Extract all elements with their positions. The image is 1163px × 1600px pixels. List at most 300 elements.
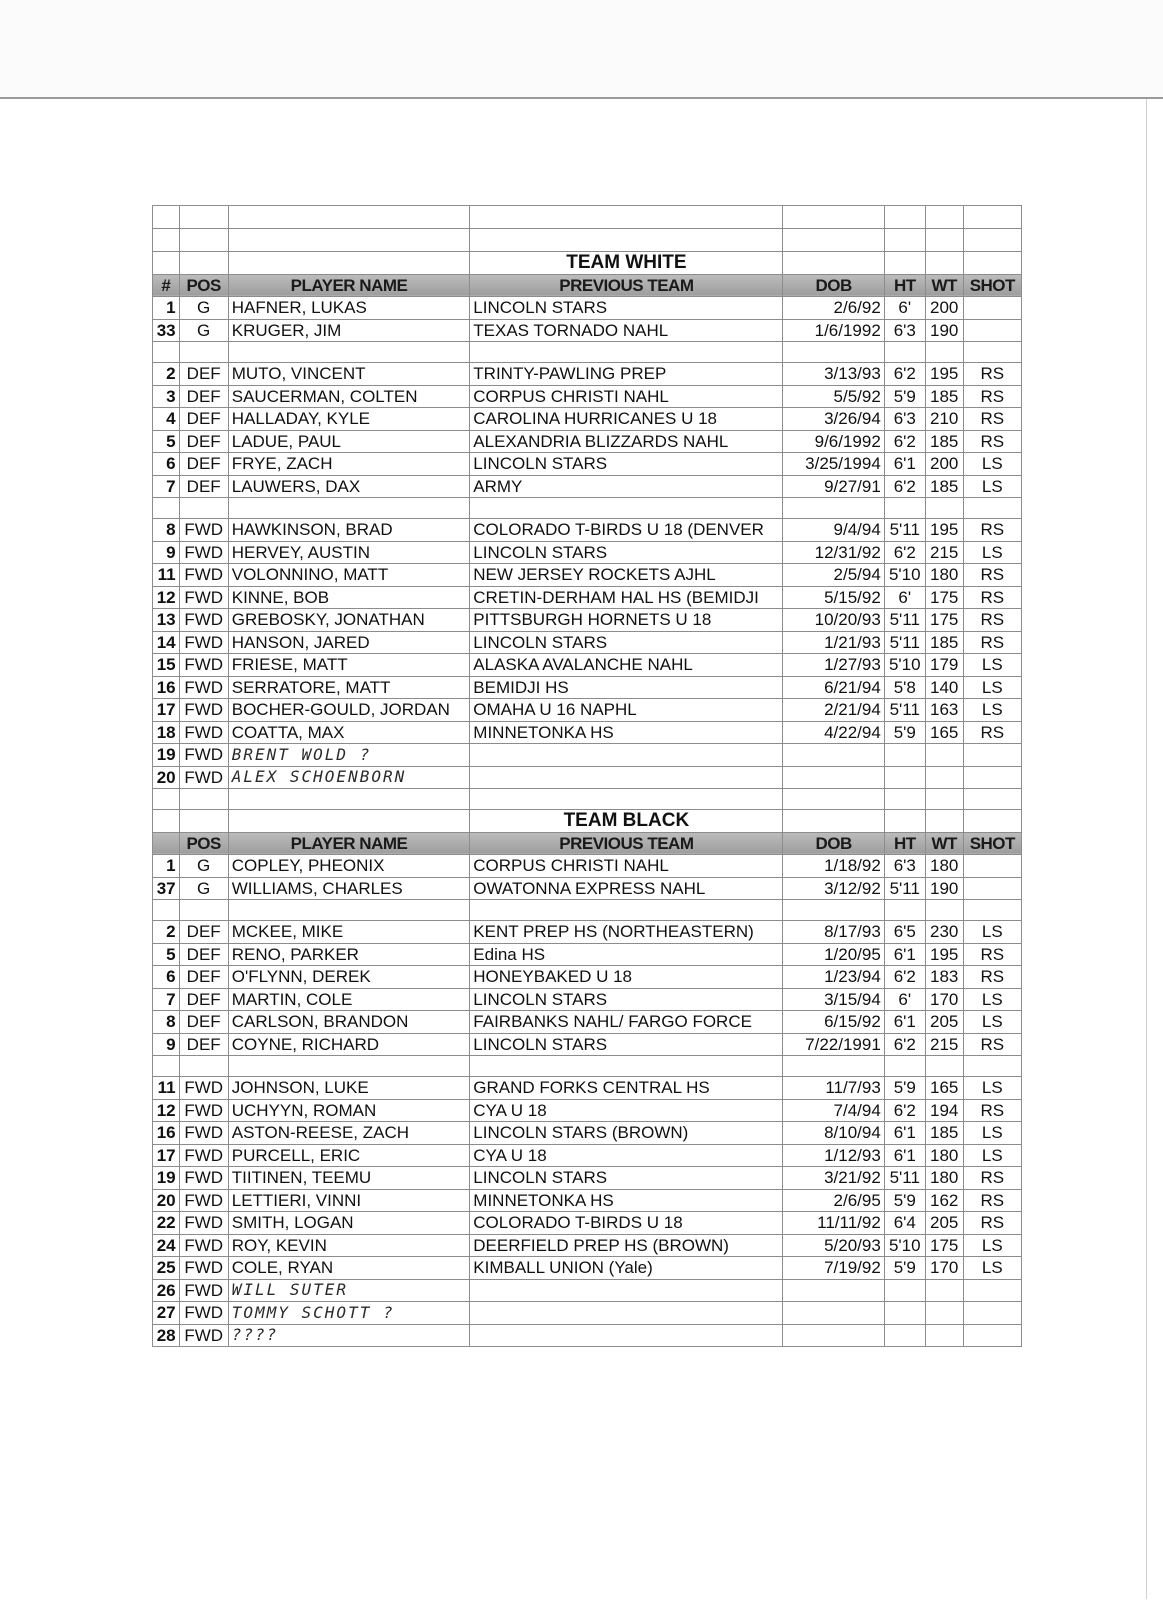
team-title-row (153, 810, 1022, 833)
player-shot: LS (963, 1122, 1021, 1145)
player-row (153, 1144, 1022, 1167)
empty-cell (228, 229, 470, 252)
player-wt: 194 (925, 1099, 963, 1122)
empty-cell (228, 342, 470, 363)
player-pos: G (179, 319, 228, 342)
player-shot: RS (963, 1033, 1021, 1056)
empty-cell (925, 900, 963, 921)
blank-row (153, 229, 1022, 252)
player-ht: 6'1 (884, 1011, 925, 1034)
player-name: COATTA, MAX (228, 721, 470, 744)
player-pos: FWD (179, 654, 228, 677)
player-num: 14 (153, 631, 180, 654)
player-num: 37 (153, 877, 180, 900)
empty-cell (783, 229, 884, 252)
player-row (153, 1077, 1022, 1100)
empty-cell (179, 229, 228, 252)
player-name: SAUCERMAN, COLTEN (228, 385, 470, 408)
player-wt: 205 (925, 1011, 963, 1034)
empty-cell (228, 498, 470, 519)
player-dob: 1/6/1992 (783, 319, 884, 342)
player-name: SMITH, LOGAN (228, 1212, 470, 1235)
player-num: 12 (153, 1099, 180, 1122)
player-ht: 6'2 (884, 1099, 925, 1122)
empty-cell (228, 789, 470, 810)
player-dob: 1/23/94 (783, 966, 884, 989)
header-team: PREVIOUS TEAM (470, 832, 783, 855)
player-team: LINCOLN STARS (470, 1167, 783, 1190)
empty-cell (783, 252, 884, 275)
player-name: MARTIN, COLE (228, 988, 470, 1011)
blank-row (153, 206, 1022, 229)
player-dob: 1/27/93 (783, 654, 884, 677)
player-row (153, 609, 1022, 632)
player-wt: 165 (925, 721, 963, 744)
player-shot (963, 1302, 1021, 1325)
player-wt: 175 (925, 1234, 963, 1257)
empty-cell (228, 206, 470, 229)
player-dob: 11/11/92 (783, 1212, 884, 1235)
spacer-row (153, 1056, 1022, 1077)
player-ht: 5'9 (884, 1257, 925, 1280)
player-name: LADUE, PAUL (228, 430, 470, 453)
player-pos: FWD (179, 1279, 228, 1302)
player-shot: RS (963, 408, 1021, 431)
player-row (153, 877, 1022, 900)
player-pos: FWD (179, 541, 228, 564)
player-dob: 5/15/92 (783, 586, 884, 609)
player-shot: LS (963, 1077, 1021, 1100)
empty-cell (153, 1056, 180, 1077)
player-shot: RS (963, 385, 1021, 408)
player-team (470, 1324, 783, 1347)
empty-cell (925, 498, 963, 519)
player-pos: FWD (179, 1324, 228, 1347)
player-row (153, 721, 1022, 744)
player-wt: 162 (925, 1189, 963, 1212)
player-pos: FWD (179, 744, 228, 767)
player-shot: RS (963, 609, 1021, 632)
player-dob: 7/22/1991 (783, 1033, 884, 1056)
empty-cell (925, 229, 963, 252)
player-row (153, 430, 1022, 453)
player-ht (884, 1302, 925, 1325)
player-ht: 5'11 (884, 1167, 925, 1190)
player-team: PITTSBURGH HORNETS U 18 (470, 609, 783, 632)
player-ht: 6'4 (884, 1212, 925, 1235)
empty-cell (783, 1056, 884, 1077)
player-num: 20 (153, 1189, 180, 1212)
team-title: TEAM BLACK (470, 810, 783, 833)
player-wt (925, 744, 963, 767)
player-ht: 5'11 (884, 519, 925, 542)
player-row (153, 988, 1022, 1011)
player-dob: 9/4/94 (783, 519, 884, 542)
player-num: 2 (153, 363, 180, 386)
player-dob: 6/21/94 (783, 676, 884, 699)
player-dob: 5/5/92 (783, 385, 884, 408)
header-name: PLAYER NAME (228, 832, 470, 855)
column-header-row (153, 274, 1022, 297)
empty-cell (470, 342, 783, 363)
empty-cell (884, 789, 925, 810)
player-name: FRYE, ZACH (228, 453, 470, 476)
player-shot: LS (963, 676, 1021, 699)
player-pos: FWD (179, 1077, 228, 1100)
player-row (153, 654, 1022, 677)
player-shot: LS (963, 1144, 1021, 1167)
player-ht: 6'1 (884, 1144, 925, 1167)
player-num: 28 (153, 1324, 180, 1347)
player-num: 12 (153, 586, 180, 609)
player-row (153, 408, 1022, 431)
player-dob: 3/26/94 (783, 408, 884, 431)
empty-cell (470, 206, 783, 229)
player-name: FRIESE, MATT (228, 654, 470, 677)
player-team: CYA U 18 (470, 1144, 783, 1167)
empty-cell (153, 900, 180, 921)
empty-cell (179, 789, 228, 810)
player-team: CAROLINA HURRICANES U 18 (470, 408, 783, 431)
player-team: Edina HS (470, 943, 783, 966)
player-pos: DEF (179, 385, 228, 408)
player-num: 8 (153, 519, 180, 542)
player-shot: LS (963, 1257, 1021, 1280)
player-pos: FWD (179, 609, 228, 632)
player-dob: 3/25/1994 (783, 453, 884, 476)
empty-cell (470, 1056, 783, 1077)
player-ht: 6'1 (884, 943, 925, 966)
player-pos: FWD (179, 564, 228, 587)
player-ht (884, 766, 925, 789)
player-name: KINNE, BOB (228, 586, 470, 609)
player-name: MUTO, VINCENT (228, 363, 470, 386)
empty-cell (783, 206, 884, 229)
player-team: OMAHA U 16 NAPHL (470, 699, 783, 722)
player-shot: RS (963, 1099, 1021, 1122)
player-dob: 12/31/92 (783, 541, 884, 564)
player-wt: 180 (925, 1144, 963, 1167)
player-name: HAFNER, LUKAS (228, 297, 470, 320)
player-num: 17 (153, 1144, 180, 1167)
player-name: SERRATORE, MATT (228, 676, 470, 699)
player-row (153, 519, 1022, 542)
player-name: BRENT WOLD ? (228, 744, 470, 767)
player-pos: G (179, 877, 228, 900)
player-team (470, 1279, 783, 1302)
player-name: O'FLYNN, DEREK (228, 966, 470, 989)
player-shot: LS (963, 1234, 1021, 1257)
player-shot: RS (963, 564, 1021, 587)
player-ht: 5'11 (884, 699, 925, 722)
empty-cell (925, 810, 963, 833)
previous-page-edge (0, 0, 1163, 99)
empty-cell (884, 229, 925, 252)
player-dob: 9/27/91 (783, 475, 884, 498)
player-dob: 8/17/93 (783, 921, 884, 944)
player-row (153, 744, 1022, 767)
empty-cell (153, 206, 180, 229)
player-ht: 5'9 (884, 385, 925, 408)
empty-cell (179, 498, 228, 519)
player-wt: 163 (925, 699, 963, 722)
player-shot: LS (963, 1011, 1021, 1034)
empty-cell (153, 810, 180, 833)
player-dob: 5/20/93 (783, 1234, 884, 1257)
player-row (153, 1189, 1022, 1212)
empty-cell (783, 810, 884, 833)
player-pos: DEF (179, 363, 228, 386)
player-row (153, 855, 1022, 878)
player-num: 2 (153, 921, 180, 944)
player-pos: FWD (179, 1099, 228, 1122)
empty-cell (963, 1056, 1021, 1077)
player-pos: FWD (179, 699, 228, 722)
player-dob: 4/22/94 (783, 721, 884, 744)
player-team: LINCOLN STARS (470, 297, 783, 320)
empty-cell (963, 789, 1021, 810)
player-dob (783, 1324, 884, 1347)
player-dob (783, 1279, 884, 1302)
player-num: 25 (153, 1257, 180, 1280)
player-wt: 205 (925, 1212, 963, 1235)
roster-table (152, 205, 1022, 1347)
player-pos: FWD (179, 1144, 228, 1167)
player-shot (963, 1279, 1021, 1302)
player-wt: 210 (925, 408, 963, 431)
empty-cell (783, 789, 884, 810)
player-team: LINCOLN STARS (BROWN) (470, 1122, 783, 1145)
player-ht: 6'3 (884, 319, 925, 342)
player-pos: G (179, 855, 228, 878)
player-ht: 6'3 (884, 855, 925, 878)
empty-cell (470, 900, 783, 921)
player-row (153, 1122, 1022, 1145)
player-team: MINNETONKA HS (470, 721, 783, 744)
spacer-row (153, 342, 1022, 363)
empty-cell (783, 498, 884, 519)
player-shot: RS (963, 943, 1021, 966)
header-pos: POS (179, 274, 228, 297)
player-dob: 8/10/94 (783, 1122, 884, 1145)
player-wt: 170 (925, 988, 963, 1011)
player-num: 19 (153, 744, 180, 767)
player-shot (963, 877, 1021, 900)
player-pos: DEF (179, 988, 228, 1011)
player-num: 4 (153, 408, 180, 431)
player-name: COLE, RYAN (228, 1257, 470, 1280)
player-row (153, 453, 1022, 476)
player-num: 33 (153, 319, 180, 342)
empty-cell (179, 810, 228, 833)
player-ht: 6' (884, 586, 925, 609)
player-name: TIITINEN, TEEMU (228, 1167, 470, 1190)
player-row (153, 1324, 1022, 1347)
header-shot: SHOT (963, 832, 1021, 855)
player-team: TRINTY-PAWLING PREP (470, 363, 783, 386)
player-num: 1 (153, 855, 180, 878)
header-team: PREVIOUS TEAM (470, 274, 783, 297)
player-team: LINCOLN STARS (470, 1033, 783, 1056)
player-row (153, 1234, 1022, 1257)
player-team: GRAND FORKS CENTRAL HS (470, 1077, 783, 1100)
player-num: 8 (153, 1011, 180, 1034)
player-shot: RS (963, 1212, 1021, 1235)
player-wt (925, 1279, 963, 1302)
player-num: 27 (153, 1302, 180, 1325)
player-row (153, 1302, 1022, 1325)
player-pos: FWD (179, 1122, 228, 1145)
player-shot (963, 744, 1021, 767)
player-dob (783, 744, 884, 767)
player-pos: FWD (179, 586, 228, 609)
player-name: UCHYYN, ROMAN (228, 1099, 470, 1122)
player-dob: 1/20/95 (783, 943, 884, 966)
player-name: MCKEE, MIKE (228, 921, 470, 944)
player-team: CORPUS CHRISTI NAHL (470, 385, 783, 408)
player-dob: 1/18/92 (783, 855, 884, 878)
player-shot (963, 855, 1021, 878)
header-ht: HT (884, 274, 925, 297)
player-wt: 165 (925, 1077, 963, 1100)
player-ht: 6'3 (884, 408, 925, 431)
empty-cell (963, 498, 1021, 519)
player-team: KENT PREP HS (NORTHEASTERN) (470, 921, 783, 944)
spacer-row (153, 789, 1022, 810)
player-ht: 5'11 (884, 609, 925, 632)
player-wt: 175 (925, 586, 963, 609)
player-name: HANSON, JARED (228, 631, 470, 654)
player-num: 7 (153, 475, 180, 498)
player-wt: 170 (925, 1257, 963, 1280)
empty-cell (884, 206, 925, 229)
player-dob: 2/6/92 (783, 297, 884, 320)
player-shot: LS (963, 988, 1021, 1011)
empty-cell (783, 900, 884, 921)
empty-cell (153, 229, 180, 252)
player-num: 6 (153, 453, 180, 476)
empty-cell (153, 252, 180, 275)
empty-cell (228, 1056, 470, 1077)
empty-cell (884, 498, 925, 519)
player-num: 5 (153, 430, 180, 453)
header-name: PLAYER NAME (228, 274, 470, 297)
player-row (153, 766, 1022, 789)
player-team: LINCOLN STARS (470, 453, 783, 476)
empty-cell (884, 252, 925, 275)
player-row (153, 586, 1022, 609)
empty-cell (884, 1056, 925, 1077)
player-pos: FWD (179, 1189, 228, 1212)
player-team: CRETIN-DERHAM HAL HS (BEMIDJI (470, 586, 783, 609)
player-ht: 5'9 (884, 721, 925, 744)
player-name: RENO, PARKER (228, 943, 470, 966)
empty-cell (470, 229, 783, 252)
player-pos: FWD (179, 766, 228, 789)
player-team: ARMY (470, 475, 783, 498)
empty-cell (179, 206, 228, 229)
player-pos: FWD (179, 1167, 228, 1190)
player-wt (925, 1302, 963, 1325)
player-num: 7 (153, 988, 180, 1011)
player-row (153, 385, 1022, 408)
player-ht (884, 1324, 925, 1347)
player-shot (963, 319, 1021, 342)
player-row (153, 1257, 1022, 1280)
player-wt: 200 (925, 453, 963, 476)
player-num: 18 (153, 721, 180, 744)
player-team: NEW JERSEY ROCKETS AJHL (470, 564, 783, 587)
player-wt (925, 1324, 963, 1347)
player-pos: DEF (179, 408, 228, 431)
player-pos: FWD (179, 1302, 228, 1325)
player-pos: G (179, 297, 228, 320)
header-num (153, 832, 180, 855)
player-pos: DEF (179, 453, 228, 476)
player-dob (783, 1302, 884, 1325)
player-num: 3 (153, 385, 180, 408)
player-num: 16 (153, 1122, 180, 1145)
player-ht: 6'1 (884, 453, 925, 476)
player-row (153, 1033, 1022, 1056)
empty-cell (783, 342, 884, 363)
player-shot: RS (963, 721, 1021, 744)
player-wt: 185 (925, 385, 963, 408)
player-team: CORPUS CHRISTI NAHL (470, 855, 783, 878)
empty-cell (963, 900, 1021, 921)
player-shot: LS (963, 453, 1021, 476)
player-num: 11 (153, 1077, 180, 1100)
player-shot (963, 766, 1021, 789)
player-row (153, 1099, 1022, 1122)
player-row (153, 966, 1022, 989)
player-ht: 5'9 (884, 1077, 925, 1100)
player-shot: RS (963, 631, 1021, 654)
player-row (153, 921, 1022, 944)
player-num: 17 (153, 699, 180, 722)
player-name: WILLIAMS, CHARLES (228, 877, 470, 900)
empty-cell (153, 498, 180, 519)
player-name: HALLADAY, KYLE (228, 408, 470, 431)
player-shot: LS (963, 541, 1021, 564)
player-dob: 3/15/94 (783, 988, 884, 1011)
empty-cell (963, 206, 1021, 229)
player-row (153, 1279, 1022, 1302)
empty-cell (179, 900, 228, 921)
player-wt: 179 (925, 654, 963, 677)
player-name: HERVEY, AUSTIN (228, 541, 470, 564)
player-ht: 6'2 (884, 475, 925, 498)
empty-cell (228, 900, 470, 921)
header-dob: DOB (783, 274, 884, 297)
header-num: # (153, 274, 180, 297)
player-dob: 11/7/93 (783, 1077, 884, 1100)
player-num: 24 (153, 1234, 180, 1257)
player-shot: LS (963, 699, 1021, 722)
player-team: CYA U 18 (470, 1099, 783, 1122)
empty-cell (884, 342, 925, 363)
player-num: 16 (153, 676, 180, 699)
player-name: LETTIERI, VINNI (228, 1189, 470, 1212)
player-wt: 195 (925, 943, 963, 966)
empty-cell (963, 810, 1021, 833)
player-num: 20 (153, 766, 180, 789)
player-wt: 180 (925, 855, 963, 878)
player-ht: 5'11 (884, 877, 925, 900)
player-name: GREBOSKY, JONATHAN (228, 609, 470, 632)
player-name: KRUGER, JIM (228, 319, 470, 342)
player-pos: FWD (179, 721, 228, 744)
